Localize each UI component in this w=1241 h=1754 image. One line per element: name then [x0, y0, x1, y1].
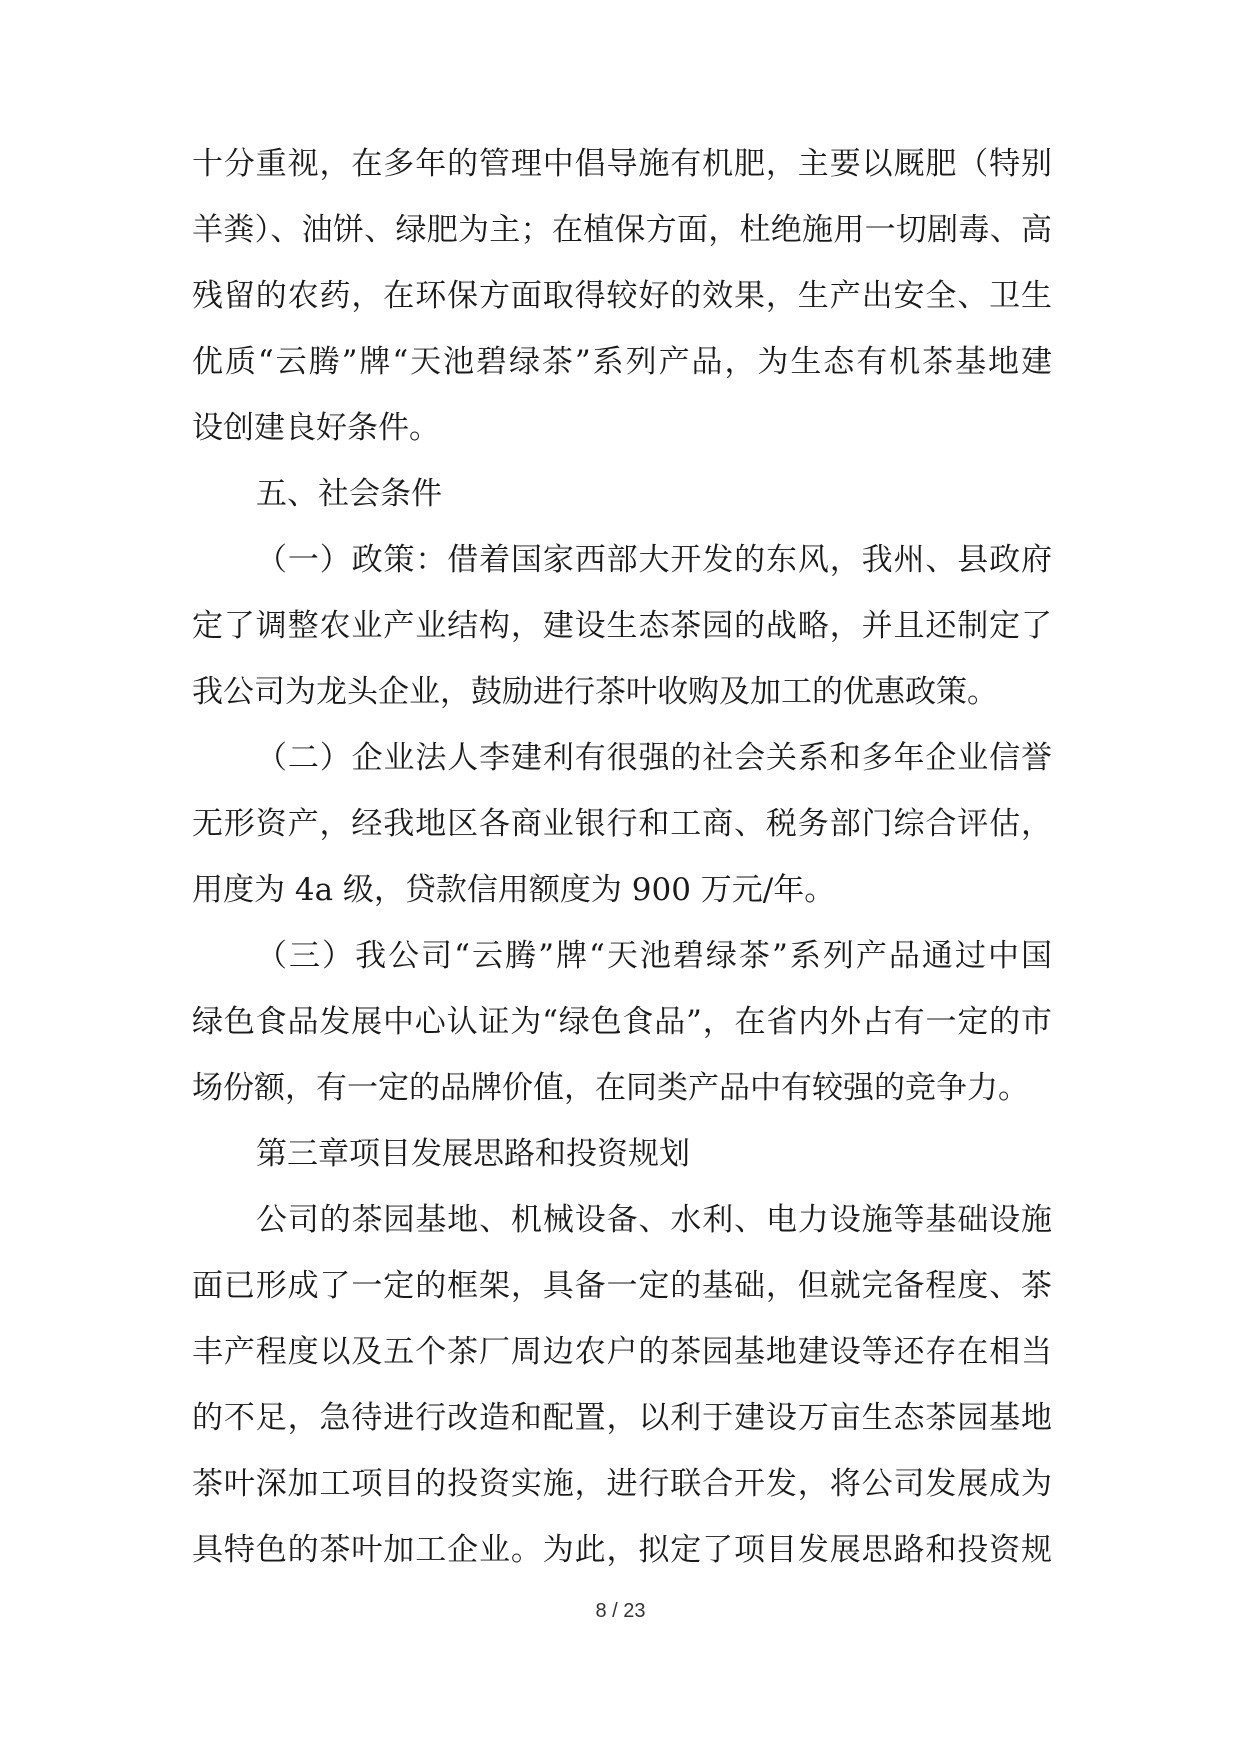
body-line: 场份额，有一定的品牌价值，在同类产品中有较强的竞争力。 [192, 1070, 1029, 1106]
body-line: （三）我公司“云腾”牌“天池碧绿茶”系列产品通过中国 [256, 938, 1052, 974]
body-line: 羊粪）、油饼、绿肥为主；在植保方面，杜绝施用一切剧毒、高 [192, 212, 1052, 248]
body-line: 用度为 4a 级，贷款信用额度为 900 万元/年。 [192, 872, 836, 908]
body-line: 丰产程度以及五个茶厂周边农户的茶园基地建设等还存在相当 [192, 1334, 1052, 1370]
body-line: 残留的农药，在环保方面取得较好的效果，生产出安全、卫生 [192, 278, 1052, 314]
body-line: 面已形成了一定的框架，具备一定的基础，但就完备程度、茶 [192, 1268, 1052, 1304]
body-line: 绿色食品发展中心认证为“绿色食品”，在省内外占有一定的市 [192, 1004, 1052, 1040]
body-line: 无形资产，经我地区各商业银行和工商、税务部门综合评估， [192, 806, 1052, 842]
body-line: 十分重视，在多年的管理中倡导施有机肥，主要以厩肥（特别 [192, 146, 1052, 182]
body-line: （一）政策：借着国家西部大开发的东风，我州、县政府 [256, 542, 1052, 578]
body-line: 我公司为龙头企业，鼓励进行茶叶收购及加工的优惠政策。 [192, 674, 998, 710]
section-heading: 五、社会条件 [256, 476, 442, 512]
body-line: （二）企业法人李建利有很强的社会关系和多年企业信誉 [256, 740, 1052, 776]
body-line: 设创建良好条件。 [192, 410, 440, 446]
body-line: 的不足，急待进行改造和配置，以利于建设万亩生态茶园基地 [192, 1400, 1052, 1436]
body-line: 公司的茶园基地、机械设备、水利、电力设施等基础设施 [256, 1202, 1052, 1238]
chapter-heading: 第三章项目发展思路和投资规划 [256, 1136, 690, 1172]
document-body [192, 131, 1052, 1583]
body-line: 定了调整农业产业结构，建设生态茶园的战略，并且还制定了 [192, 608, 1052, 644]
body-line: 优质“云腾”牌“天池碧绿茶”系列产品，为生态有机茶基地建 [192, 344, 1052, 380]
body-line: 具特色的茶叶加工企业。为此，拟定了项目发展思路和投资规 [192, 1532, 1052, 1568]
body-line: 茶叶深加工项目的投资实施，进行联合开发，将公司发展成为 [192, 1466, 1052, 1502]
page-number: 8 / 23 [595, 1600, 646, 1622]
